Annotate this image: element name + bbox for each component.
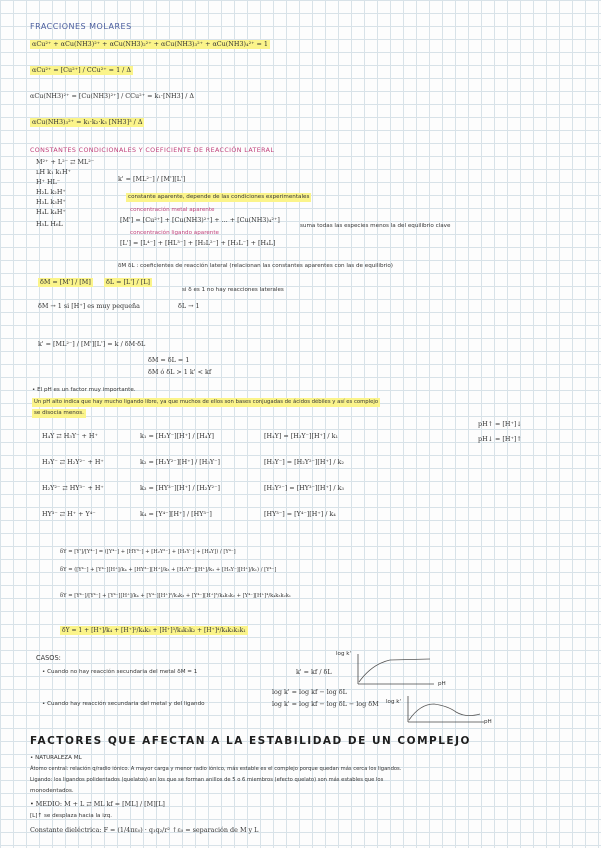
graph-1-ylabel: log k' (336, 651, 352, 657)
eq-row-3-reaction: H₂Y²⁻ ⇄ HY³⁻ + H⁺ (42, 484, 104, 492)
medio-text-2: Constante dieléctrica: F = (1/4πε₀) · q₁q₂/r² ↑ε₀ = separación de M y L (30, 826, 259, 834)
graph-2-xlabel: pH (484, 719, 492, 725)
delta-m-limit: δM → 1 si [H⁺] es muy pequeña (38, 302, 140, 310)
graph-1-sketch (350, 650, 440, 690)
medio-text-1: [L]↑ se desplaza hacia la izq. (30, 813, 113, 819)
left-col-4: H₃L k₃H⁺ (36, 198, 66, 206)
delta-m-box: δM = [M'] / [M] (40, 278, 91, 286)
eq-row-4-k: k₄ = [Y⁴⁻][H⁺] / [HY³⁻] (140, 510, 212, 518)
caso-2: • Cuando hay reacción secundaria del metal y del ligando (42, 701, 205, 707)
k-relation-2: δM = δL = 1 (148, 356, 190, 364)
delta-y-3: δY = [Y⁴⁻]/[Y⁴⁻] + [Y⁴⁻][H⁺]/k₄ + [Y⁴⁻][H⁺]²/k₄k₃ + [Y⁴⁻][H⁺]³/k₄k₃k₂ + [Y⁴⁻][H⁺]⁴/k₄k₃k₂k₁ (60, 593, 291, 599)
naturaleza-heading: • NATURALEZA ML (30, 755, 82, 761)
delta-note: si δ es 1 no hay reacciones laterales (182, 287, 284, 293)
eq-row-1-k: k₁ = [H₃Y⁻][H⁺] / [H₄Y] (140, 432, 215, 440)
title-fracciones: FRACCIONES MOLARES (30, 22, 132, 31)
left-col-1: ʟH k₁ k₁H⁺ (36, 168, 71, 176)
ph-text-1: Un pH alto indica que hay mucho ligando libre, ya que muchos de ellos son bases conjugadas de ácidos débiles y así es complejo (34, 399, 379, 405)
eq-row-4-c: [HY³⁻] = [Y⁴⁻][H⁺] / k₄ (264, 510, 336, 518)
left-col-5: H₄L k₄H⁺ (36, 208, 66, 216)
kprime-expression: k' = [ML²⁻] / [M'][L'] (118, 175, 186, 183)
alpha-cunh3-equation: αCu(NH3)²⁺ = [Cu(NH3)²⁺] / CCu²⁺ = k₁·[NH3] / Δ (30, 92, 195, 100)
caso-1-log: log k' = log kf − log δL (272, 688, 347, 696)
alpha-cunh3-3-equation: αCu(NH3)₃²⁺ = k₁·k₂·k₃ [NH3]³ / Δ (32, 118, 143, 126)
caso-2-equation: log k' = log kf − log δL − log δM (272, 700, 379, 708)
section-constantes: CONSTANTES CONDICIONALES Y COEFICIENTE DE REACCIÓN LATERAL (30, 147, 275, 154)
ph-note: • El pH es un factor muy importante. (32, 387, 136, 393)
delta-y-2: δY = ([Y⁴⁻] + [Y⁴⁻][H⁺]/k₄ + [HY³⁻][H⁺]/k₃ + [H₂Y²⁻][H⁺]/k₂ + [H₃Y⁻][H⁺]/k₁) / [Y⁴⁻] (60, 567, 277, 573)
left-col-2: H⁺ HL⁻ (36, 178, 61, 186)
k-relation: k' = [ML²⁻] / [M'][L'] = k / δM·δL (38, 340, 146, 348)
eq-row-4-reaction: HY³⁻ ⇄ H⁺ + Y⁴⁻ (42, 510, 96, 518)
coef-line: δM δL : coeficientes de reacción lateral (relacionan las constantes aparentes con las de equilibrio) (118, 263, 393, 269)
left-col-3: H₂L k₂H⁺ (36, 188, 66, 196)
eq-row-2-k: k₂ = [H₂Y²⁻][H⁺] / [H₃Y⁻] (140, 458, 220, 466)
delta-y-1: δY = [Y']/[Y⁴⁻] = ([Y⁴⁻] + [HY³⁻] + [H₂Y²⁻] + [H₃Y⁻] + [H₄Y]) / [Y⁴⁻] (60, 549, 236, 555)
eq-row-3-c: [H₂Y²⁻] = [HY³⁻][H⁺] / k₃ (264, 484, 344, 492)
delta-y-final: δY = 1 + [H⁺]/k₄ + [H⁺]²/k₄k₃ + [H⁺]³/k₄k₃k₂ + [H⁺]⁴/k₄k₃k₂k₁ (62, 627, 246, 634)
naturaleza-text-2: Ligando: los ligandos polidentados (quelatos) en los que se forman anillos de 5 o 6 miembros (efecto quelato) son más estables que los (30, 777, 384, 783)
caso-1: • Cuando no hay reacción secundaria del metal δM = 1 (42, 669, 198, 675)
sum-equation: αCu²⁺ + αCu(NH3)²⁺ + αCu(NH3)₂²⁺ + αCu(NH3)₃²⁺ + αCu(NH3)₄²⁺ = 1 (32, 40, 268, 48)
naturaleza-text-1: Átomo central: relación q/radio iónico. A mayor carga y menor radio iónico, más estable es el complejo porque quedan más cerca los ligandos. (30, 766, 402, 772)
kprime-note: constante aparente, depende de las condiciones experimentales (128, 194, 310, 200)
conc-note-ligand: concentración ligando aparente (130, 230, 219, 236)
naturaleza-text-3: monodentados. (30, 788, 74, 794)
left-col-0: M²⁺ + L²⁻ ⇄ ML²⁻ (36, 158, 95, 166)
eq-row-2-reaction: H₃Y⁻ ⇄ H₂Y²⁻ + H⁺ (42, 458, 104, 466)
ph-down: pH↓ = [H⁺]↑ (478, 435, 522, 443)
ph-text-2: se disocia menos. (34, 410, 84, 416)
medio-line: • MEDIO: M + L ⇄ ML kf = [ML] / [M][L] (30, 800, 165, 808)
conc-note-metal: concentración metal aparente (130, 207, 215, 213)
conc-line-metal: [M'] = [Cu²⁺] + [Cu(NH3)²⁺] + ... + [Cu(NH3)₄²⁺] (120, 216, 280, 224)
ph-up: pH↑ = [H⁺]↓ (478, 420, 522, 428)
title-factores: FACTORES QUE AFECTAN A LA ESTABILIDAD DE UN COMPLEJO (30, 735, 471, 747)
conc-line-ligand: [L'] = [L⁴⁻] + [HL³⁻] + [H₂L²⁻] + [H₃L⁻] + [H₄L] (120, 239, 276, 247)
graph-1-xlabel: pH (438, 681, 446, 687)
eq-row-1-c: [H₄Y] = [H₃Y⁻][H⁺] / k₁ (264, 432, 339, 440)
graph-2-sketch (400, 694, 490, 728)
delta-l-box: δL = [L'] / [L] (106, 278, 150, 286)
alpha-cu-equation: αCu²⁺ = [Cu²⁺] / CCu²⁺ = 1 / Δ (32, 66, 131, 74)
conc-side-note: suma todas las especies menos la del equilibrio clave (300, 223, 451, 229)
eq-row-1-reaction: H₄Y ⇄ H₃Y⁻ + H⁺ (42, 432, 98, 440)
delta-l-limit: δL → 1 (178, 302, 200, 310)
eq-row-2-c: [H₃Y⁻] = [H₂Y²⁻][H⁺] / k₂ (264, 458, 344, 466)
casos-heading: CASOS: (36, 654, 61, 662)
k-relation-3: δM ó δL > 1 k' < kf (148, 368, 212, 376)
graph-2-ylabel: log k' (386, 699, 402, 705)
eq-row-3-k: k₃ = [HY³⁻][H⁺] / [H₂Y²⁻] (140, 484, 220, 492)
left-col-6: H₅L H₆L (36, 220, 63, 228)
caso-1-equation: k' = kf / δL (296, 668, 332, 676)
